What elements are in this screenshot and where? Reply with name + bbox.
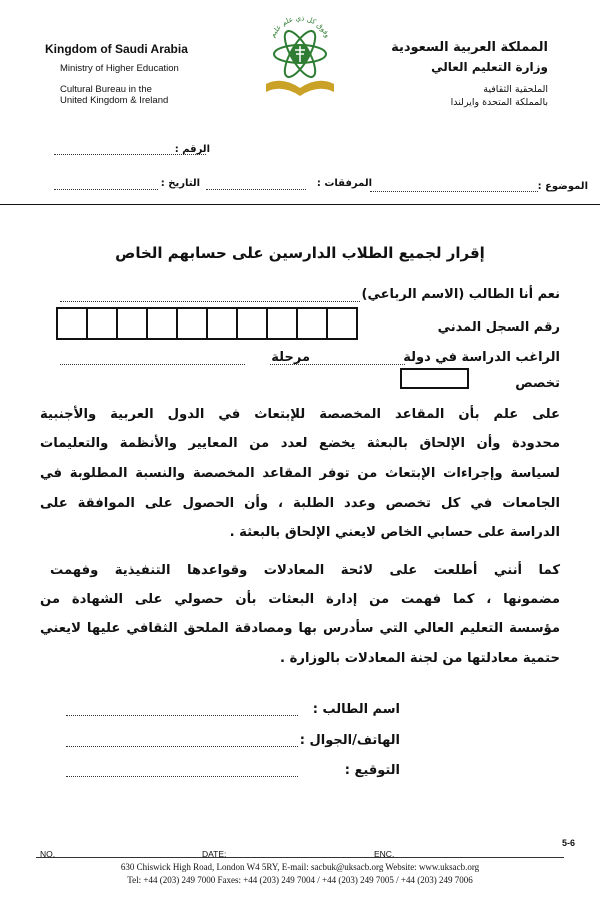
ref-subject-label: الموضوع : (537, 181, 588, 192)
civil-id-digit[interactable] (146, 307, 178, 340)
ref-number-label: الرقم : (174, 144, 210, 155)
header-ar-bureau-line2: بالمملكة المتحدة وايرلندا (450, 97, 548, 108)
ref-attachments-label: المرفقات : (316, 178, 372, 189)
header-en-ministry: Ministry of Higher Education (60, 63, 179, 74)
footer-enc-label: ENC. (374, 849, 395, 859)
declaration-line: على علم بأن المقاعد المخصصة للإبتعاث في الدول العربية والأجنبية (40, 407, 560, 422)
sig-student-name-label: اسم الطالب : (312, 702, 400, 717)
footer-divider (36, 857, 564, 858)
sig-signature-label: التوقيع : (344, 763, 400, 778)
declaration-line: مضمونها ، كما فهمت من إدارة البعثات بأن حصولي على الشهادة من (40, 592, 560, 607)
declaration-line: الجامعات في كل تخصص وعدد الطلبة ، وأن الحصول على الموافقة على (40, 496, 560, 511)
specialty-box[interactable] (400, 368, 469, 389)
header-ar-ministry: وزارة التعليم العالي (431, 60, 548, 74)
header-en-bureau-line2: United Kingdom & Ireland (60, 95, 169, 106)
footer-phones: Tel: +44 (203) 249 7000 Faxes: +44 (203) 249 7004 / +44 (203) 249 7005 / +44 (203) 249 7006 (127, 875, 473, 885)
civil-id-boxes[interactable] (56, 307, 373, 340)
study-country-label: الراغب الدراسة في دولة (403, 350, 560, 365)
footer-date-label: DATE: (202, 849, 227, 859)
sig-phone-field[interactable] (66, 746, 298, 747)
ref-date-label: التاريخ : (160, 178, 200, 189)
declaration-line: محدودة وأن الإلحاق بالبعثة يخضع لعدد من المعايير والأنظمة والتعليمات (40, 436, 560, 451)
sig-signature-field[interactable] (66, 776, 298, 777)
header-en-bureau-line1: Cultural Bureau in the (60, 84, 152, 95)
study-stage-field[interactable] (60, 364, 245, 365)
study-stage-label: مرحلة (271, 350, 310, 365)
civil-id-digit[interactable] (176, 307, 208, 340)
civil-id-digit[interactable] (86, 307, 118, 340)
header-ar-country: المملكة العربية السعودية (391, 40, 548, 55)
declaration-line: حتمية معادلتها من لجنة المعادلات بالوزارة . (279, 651, 560, 666)
student-name-label: نعم أنا الطالب (الاسم الرباعي) (361, 287, 560, 302)
ref-attachments-field[interactable] (206, 189, 306, 190)
logo-motto: وفوق كل ذي علم عليم (268, 14, 332, 39)
header-divider (0, 204, 600, 205)
declaration-line: كما أنني أطلعت على لائحة المعادلات وقواعدها التنفيذية وفهمت (50, 563, 560, 578)
sig-phone-label: الهاتف/الجوال : (299, 733, 400, 748)
footer-address: 630 Chiswick High Road, London W4 5RY, E-mail: sacbuk@uksacb.org Website: www.uksacb.org (120, 862, 480, 872)
specialty-label: تخصص (515, 376, 560, 391)
form-code: 5-6 (562, 838, 576, 848)
sig-student-name-field[interactable] (66, 715, 298, 716)
footer-no-label: NO. (40, 849, 56, 859)
declaration-line: لسياسة وإجراءات الإبتعاث من توفر المقاعد المخصصة والنسبة المطلوبة في (40, 466, 560, 481)
declaration-line: مؤسسة التعليم العالي التي سأدرس بها ومصادقة الملحق الثقافي عليها لايعني (40, 621, 560, 636)
civil-id-label: رقم السجل المدني (437, 320, 560, 335)
ministry-logo (252, 2, 348, 114)
declaration-line: الدراسة على حسابي الخاص لايعني الإلحاق بالبعثة . (229, 525, 560, 540)
ref-number-field[interactable] (54, 154, 206, 155)
civil-id-digit[interactable] (266, 307, 298, 340)
ref-date-field[interactable] (54, 189, 158, 190)
civil-id-digit[interactable] (206, 307, 238, 340)
civil-id-digit[interactable] (56, 307, 88, 340)
form-title: إقرار لجميع الطلاب الدارسين على حسابهم الخاص (115, 244, 485, 262)
civil-id-digit[interactable] (236, 307, 268, 340)
civil-id-digit[interactable] (326, 307, 358, 340)
header-en-country: Kingdom of Saudi Arabia (45, 42, 188, 56)
student-name-field[interactable] (60, 301, 360, 302)
civil-id-digit[interactable] (116, 307, 148, 340)
civil-id-digit[interactable] (296, 307, 328, 340)
header-ar-bureau-line1: الملحقية الثقافية (483, 84, 548, 95)
ref-subject-field[interactable] (370, 191, 538, 192)
